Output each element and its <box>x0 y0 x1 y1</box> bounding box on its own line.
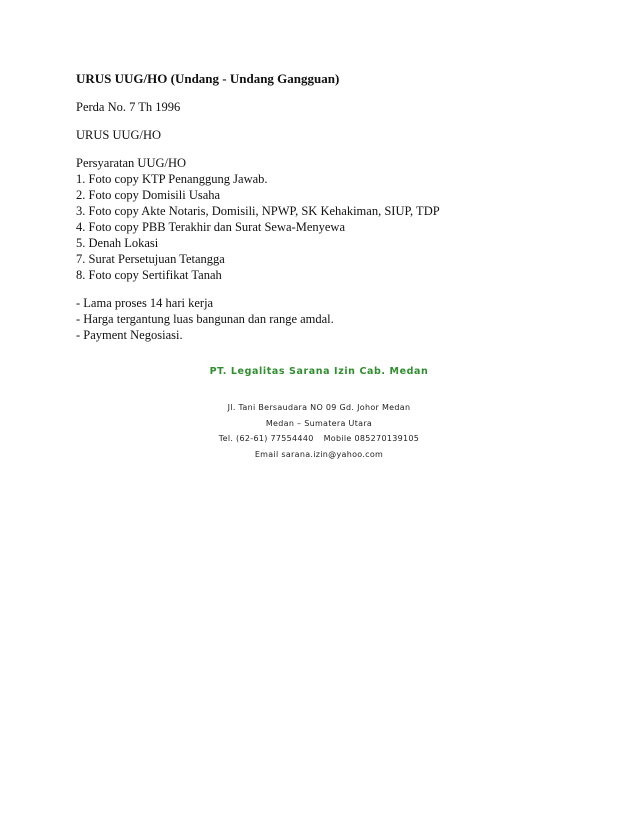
requirement-item: 3. Foto copy Akte Notaris, Domisili, NPWP, SK Kehakiman, SIUP, TDP <box>76 204 440 218</box>
requirements-section <box>76 155 576 283</box>
perda-reference: Perda No. 7 Th 1996 <box>76 100 181 114</box>
requirement-item: 2. Foto copy Domisili Usaha <box>76 188 221 202</box>
requirements-heading: Persyaratan UUG/HO <box>76 156 187 170</box>
requirement-item: 8. Foto copy Sertifikat Tanah <box>76 268 222 282</box>
note-item: - Harga tergantung luas bangunan dan range amdal. <box>76 312 334 326</box>
telephone-number: Tel. (62-61) 77554440 <box>218 434 314 443</box>
requirement-item: 4. Foto copy PBB Terakhir dan Surat Sewa-Menyewa <box>76 220 345 234</box>
document-body <box>76 71 576 355</box>
requirement-item: 5. Denah Lokasi <box>76 236 159 250</box>
address-line-2: Medan – Sumatera Utara <box>265 418 373 428</box>
company-name: PT. Legalitas Sarana Izin Cab. Medan <box>209 366 429 377</box>
contact-phone-line <box>0 431 638 447</box>
address-line-1: Jl. Tani Bersaudara NO 09 Gd. Johor Medan <box>227 403 411 412</box>
mobile-number: Mobile 085270139105 <box>323 434 420 443</box>
requirement-item: 7. Surat Persetujuan Tetangga <box>76 252 225 266</box>
email-address: Email sarana.izin@yahoo.com <box>254 449 384 459</box>
note-item: - Lama proses 14 hari kerja <box>76 296 214 310</box>
document-title: URUS UUG/HO (Undang - Undang Gangguan) <box>76 71 340 86</box>
requirement-item: 1. Foto copy KTP Penanggung Jawab. <box>76 172 268 186</box>
document-subtitle: URUS UUG/HO <box>76 128 162 142</box>
notes-section <box>76 295 576 343</box>
note-item: - Payment Negosiasi. <box>76 328 183 342</box>
company-address <box>0 400 638 462</box>
